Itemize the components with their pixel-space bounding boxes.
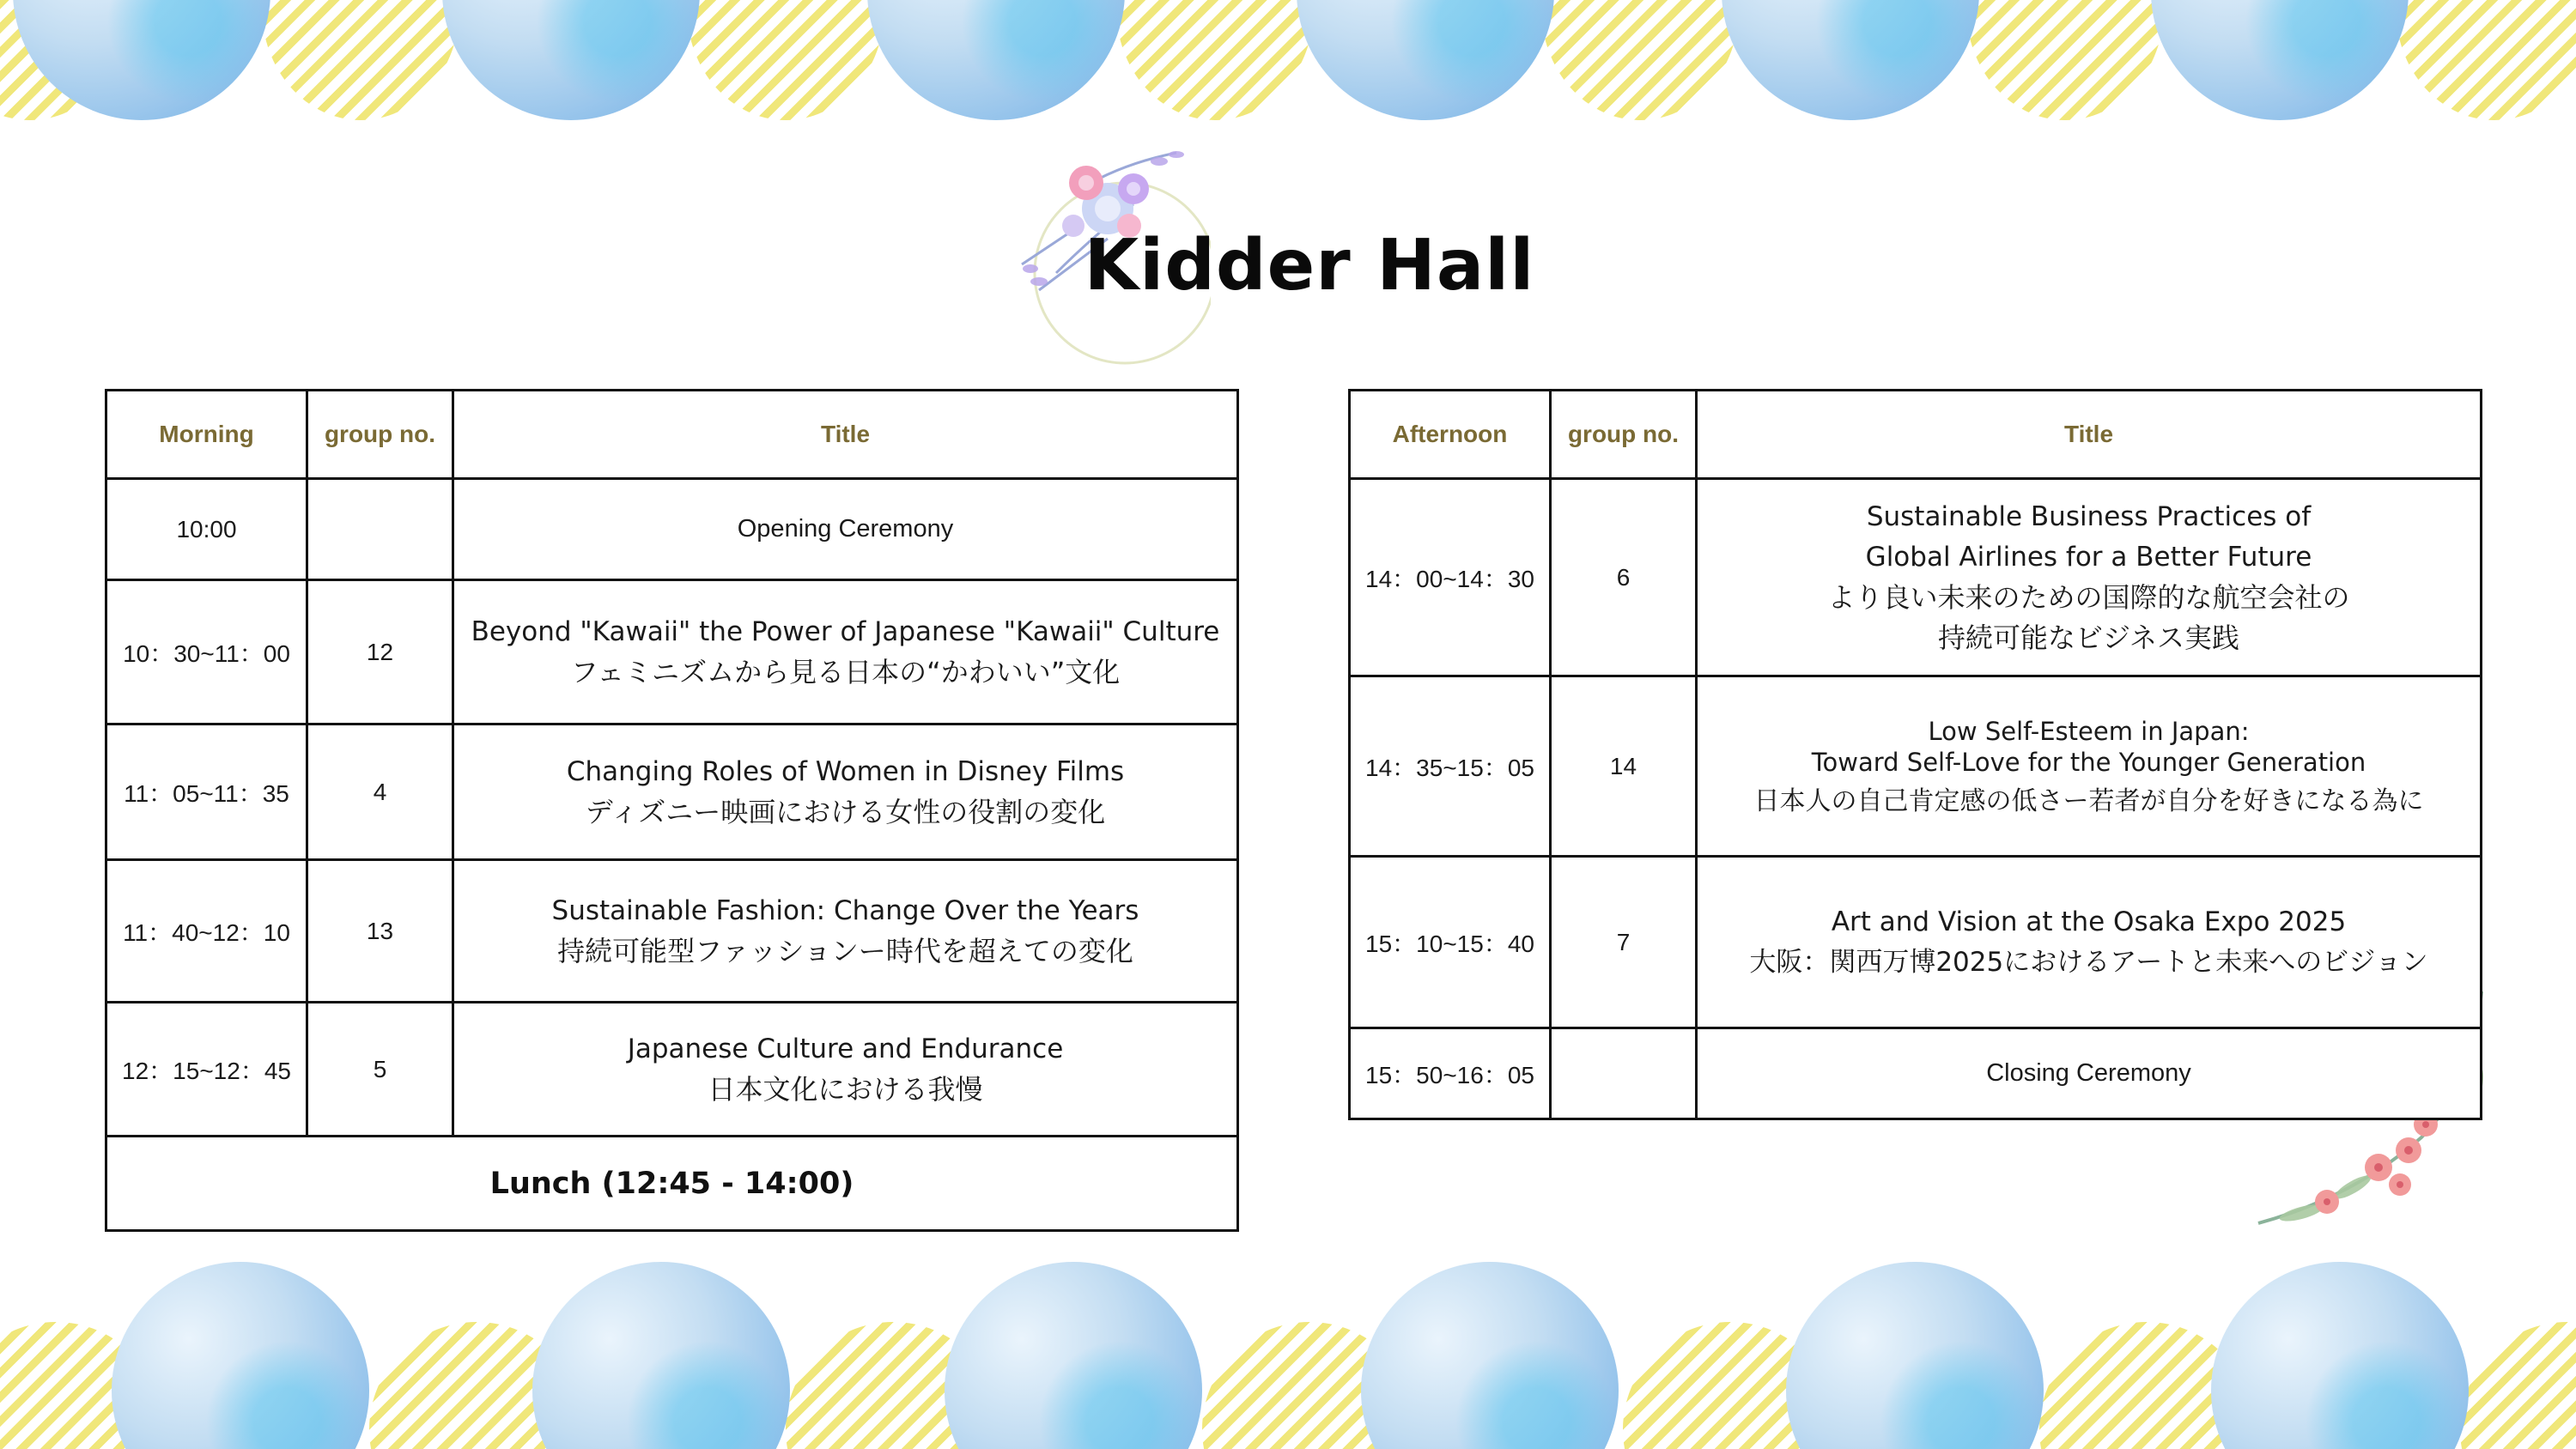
title-line: Sustainable Business Practices of [1866, 500, 2312, 532]
title-english: Changing Roles of Women in Disney Films [566, 755, 1125, 787]
title-line: 大阪：関西万博2025におけるアートと未来へのビジョン [1749, 946, 2428, 978]
striped-circle-decoration [262, 0, 459, 120]
table-row [1350, 857, 2482, 1028]
striped-circle-decoration [1116, 0, 1314, 120]
time-cell: 14：35~15：05 [1350, 676, 1551, 857]
striped-circle-decoration [2396, 0, 2576, 120]
title-cell [1697, 676, 2482, 857]
watercolor-circle-decoration [1722, 0, 1979, 120]
title-cell: Opening Ceremony [453, 479, 1238, 580]
afternoon-schedule-table [1348, 389, 2482, 1120]
table-row [106, 479, 1238, 580]
title-line: Global Airlines for a Better Future [1865, 541, 2312, 573]
column-header-afternoon: Afternoon [1350, 391, 1551, 479]
title-cell [453, 860, 1238, 1003]
title-english: Sustainable Fashion: Change Over the Years [551, 894, 1139, 926]
column-header-title: Title [1697, 391, 2482, 479]
group-cell: 6 [1551, 479, 1697, 676]
time-cell: 11：05~11：35 [106, 724, 307, 860]
table-row [106, 1003, 1238, 1137]
watercolor-circle-decoration [112, 1262, 369, 1449]
striped-circle-decoration [1541, 0, 1739, 120]
table-row [1350, 676, 2482, 857]
lunch-row [106, 1137, 1238, 1231]
watercolor-circle-decoration [945, 1262, 1202, 1449]
column-header-title: Title [453, 391, 1238, 479]
watercolor-circle-decoration [442, 0, 700, 120]
title-cell [453, 1003, 1238, 1137]
title-japanese: 日本文化における我慢 [708, 1072, 983, 1106]
table-row [106, 724, 1238, 860]
title-line: Art and Vision at the Osaka Expo 2025 [1831, 906, 2347, 937]
striped-circle-decoration [687, 0, 884, 120]
title-japanese: 持続可能型ファッションー時代を超えての変化 [557, 934, 1133, 967]
table-header-row [106, 391, 1238, 479]
watercolor-circle-decoration [2211, 1262, 2469, 1449]
column-header-group: group no. [307, 391, 453, 479]
title-cell [1697, 857, 2482, 1028]
watercolor-circle-decoration [532, 1262, 790, 1449]
title-line: Toward Self-Love for the Younger Generation [1811, 747, 2366, 777]
title-japanese: フェミニズムから見る日本の“かわいい”文化 [570, 655, 1121, 688]
group-cell: 5 [307, 1003, 453, 1137]
group-cell: 14 [1551, 676, 1697, 857]
watercolor-circle-decoration [867, 0, 1125, 120]
title-line: 持続可能なビジネス実践 [1937, 621, 2240, 654]
title-japanese: ディズニー映画における女性の役割の変化 [585, 795, 1106, 828]
table-row [1350, 479, 2482, 676]
page-title: Kidder Hall [1084, 225, 1535, 306]
watercolor-circle-decoration [2151, 0, 2409, 120]
morning-schedule-table [105, 389, 1239, 1232]
group-cell: 4 [307, 724, 453, 860]
column-header-morning: Morning [106, 391, 307, 479]
table-header-row [1350, 391, 2482, 479]
title-line: より良い未来のための国際的な航空会社の [1827, 580, 2350, 614]
table-row [106, 580, 1238, 724]
watercolor-circle-decoration [1361, 1262, 1619, 1449]
title-line: Closing Ceremony [1986, 1059, 2191, 1087]
time-cell: 15：10~15：40 [1350, 857, 1551, 1028]
table-row [1350, 1028, 2482, 1119]
title-line: 日本人の自己肯定感の低さー若者が自分を好きになる為に [1753, 785, 2424, 816]
group-cell [307, 479, 453, 580]
time-cell: 14：00~14：30 [1350, 479, 1551, 676]
title-cell [453, 724, 1238, 860]
group-cell: 12 [307, 580, 453, 724]
group-cell: 13 [307, 860, 453, 1003]
time-cell: 12：15~12：45 [106, 1003, 307, 1137]
striped-circle-decoration [2460, 1322, 2576, 1449]
time-cell: 11：40~12：10 [106, 860, 307, 1003]
striped-circle-decoration [1966, 0, 2164, 120]
title-cell [1697, 479, 2482, 676]
time-cell: 15：50~16：05 [1350, 1028, 1551, 1119]
title-cell [453, 580, 1238, 724]
column-header-group: group no. [1551, 391, 1697, 479]
time-cell: 10:00 [106, 479, 307, 580]
watercolor-circle-decoration [1786, 1262, 2044, 1449]
lunch-cell: Lunch (12:45 - 14:00) [106, 1137, 1238, 1231]
time-cell: 10：30~11：00 [106, 580, 307, 724]
title-cell [1697, 1028, 2482, 1119]
watercolor-circle-decoration [1297, 0, 1554, 120]
group-cell [1551, 1028, 1697, 1119]
group-cell: 7 [1551, 857, 1697, 1028]
title-english: Japanese Culture and Endurance [627, 1033, 1064, 1064]
table-row [106, 860, 1238, 1003]
title-line: Low Self-Esteem in Japan: [1928, 716, 2250, 746]
title-english: Beyond "Kawaii" the Power of Japanese "Kawaii" Culture [471, 615, 1220, 647]
